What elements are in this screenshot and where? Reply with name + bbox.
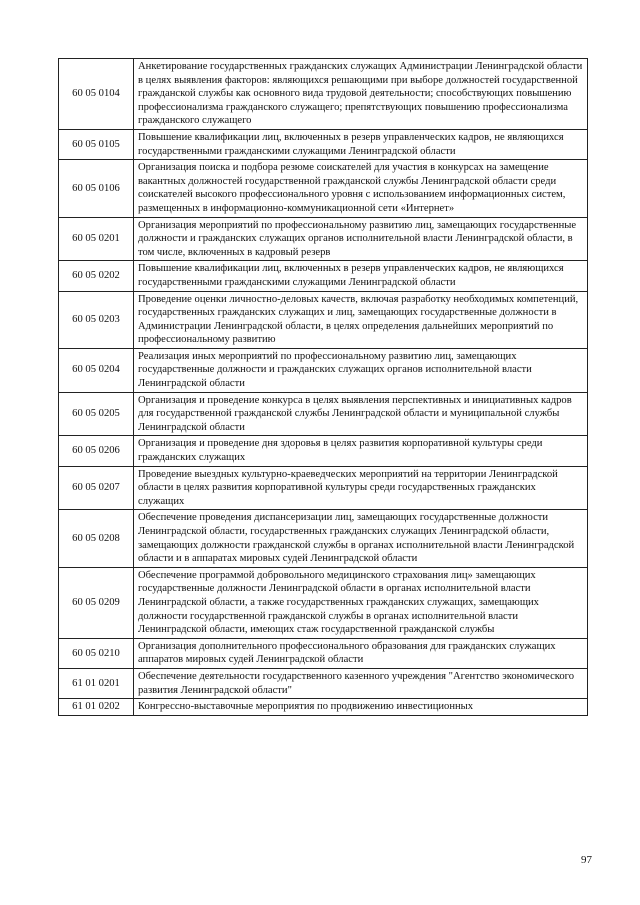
row-code: 60 05 0207: [59, 466, 134, 510]
table-row: [59, 59, 588, 130]
row-code: 60 05 0210: [59, 638, 134, 668]
table-row: [59, 567, 588, 638]
row-description: Организация поиска и подбора резюме соискателей для участия в конкурсах на замещение вакантных должностей государственной гражданской службы Ленинградской области среди соискателей высокого профессионального уровня с использованием информационных систем, размещенных в информационно-коммуникационной сети «Интернет»: [134, 160, 588, 217]
table-row: [59, 638, 588, 668]
row-code: 60 05 0201: [59, 217, 134, 261]
table-row: [59, 217, 588, 261]
row-code: 60 05 0203: [59, 291, 134, 348]
row-description: Организация и проведение конкурса в целях выявления перспективных и инициативных кадров для государственной гражданской службы Ленинградской области и муниципальной службы Ленинградской области: [134, 392, 588, 436]
budget-codes-table: [58, 58, 588, 716]
row-description: Проведение выездных культурно-краеведческих мероприятий на территории Ленинградской области в целях развития корпоративной культуры среди государственных гражданских служащих: [134, 466, 588, 510]
table-row: [59, 392, 588, 436]
row-description: Повышение квалификации лиц, включенных в резерв управленческих кадров, не являющихся государственными гражданскими служащими Ленинградской области: [134, 261, 588, 291]
table-row: [59, 129, 588, 159]
row-description: Реализация иных мероприятий по профессиональному развитию лиц, замещающих государственные должности и гражданских служащих органов исполнительной власти Ленинградской области: [134, 348, 588, 392]
row-description: Повышение квалификации лиц, включенных в резерв управленческих кадров, не являющихся государственными гражданскими служащими Ленинградской области: [134, 129, 588, 159]
table-row: [59, 348, 588, 392]
row-code: 61 01 0201: [59, 668, 134, 698]
row-code: 60 05 0206: [59, 436, 134, 466]
table-row: [59, 668, 588, 698]
row-code: 60 05 0202: [59, 261, 134, 291]
row-code: 60 05 0204: [59, 348, 134, 392]
row-description: Обеспечение программой добровольного медицинского страхования лиц» замещающих государственные должности Ленинградской области в органах исполнительной власти Ленинградской области, а также государственных гражданских служащих, замещающих должности государственной гражданской службы в органах исполнительной власти Ленинградской области, имеющих стаж государственной гражданской службы: [134, 567, 588, 638]
table-row: [59, 699, 588, 716]
row-code: 61 01 0202: [59, 699, 134, 716]
table-row: [59, 291, 588, 348]
row-code: 60 05 0208: [59, 510, 134, 567]
row-description: Конгрессно-выставочные мероприятия по продвижению инвестиционных: [134, 699, 588, 716]
row-code: 60 05 0209: [59, 567, 134, 638]
table-body: [59, 59, 588, 716]
table-row: [59, 261, 588, 291]
row-description: Организация мероприятий по профессиональному развитию лиц, замещающих государственные должности и гражданских служащих органов исполнительной власти Ленинградской области, в том числе, включенных в кадровый резерв: [134, 217, 588, 261]
row-description: Проведение оценки личностно-деловых качеств, включая разработку необходимых компетенций, государственных гражданских служащих и лиц, замещающих государственные должности в Администрации Ленинградской области, в целях определения дальнейших мероприятий по профессиональному развитию: [134, 291, 588, 348]
table-row: [59, 436, 588, 466]
row-description: Организация и проведение дня здоровья в целях развития корпоративной культуры среди гражданских служащих: [134, 436, 588, 466]
table-row: [59, 466, 588, 510]
row-description: Организация дополнительного профессионального образования для гражданских служащих аппаратов мировых судей Ленинградской области: [134, 638, 588, 668]
row-code: 60 05 0106: [59, 160, 134, 217]
row-description: Обеспечение деятельности государственного казенного учреждения "Агентство экономического развития Ленинградской области": [134, 668, 588, 698]
table-row: [59, 510, 588, 567]
row-code: 60 05 0205: [59, 392, 134, 436]
row-description: Анкетирование государственных гражданских служащих Администрации Ленинградской области в целях выявления факторов: являющихся решающими при выборе должностей государственной гражданской службы как основного вида трудовой деятельности; способствующих повышению профессионализма гражданского служащего; препятствующих повышению профессионализма гражданского служащего: [134, 59, 588, 130]
row-code: 60 05 0105: [59, 129, 134, 159]
row-code: 60 05 0104: [59, 59, 134, 130]
row-description: Обеспечение проведения диспансеризации лиц, замещающих государственные должности Ленинградской области, государственных гражданских служащих Ленинградской области, замещающих должности гражданской службы в органах исполнительной власти Ленинградской области и в аппаратах мировых судей Ленинградской области: [134, 510, 588, 567]
table-row: [59, 160, 588, 217]
page-number: 97: [581, 854, 592, 866]
